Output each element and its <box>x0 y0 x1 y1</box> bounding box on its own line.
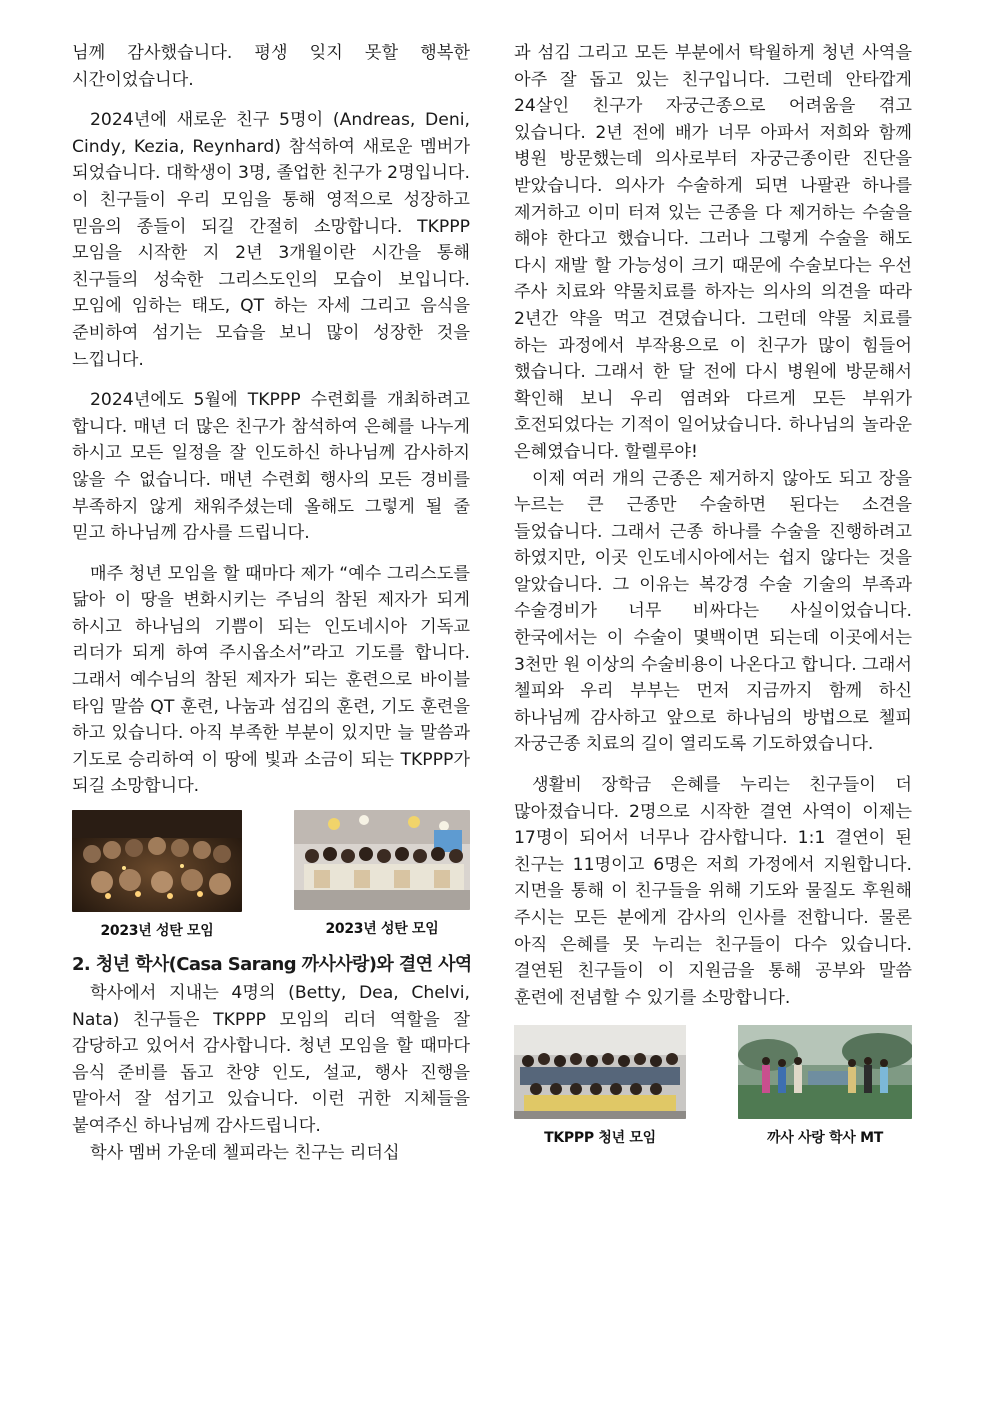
photo-christmas-1 <box>72 810 242 940</box>
left-column <box>72 40 470 1166</box>
paragraph-prayer: 매주 청년 모임을 할 때마다 제가 “예수 그리스도를 닮아 이 땅을 변화시키는 주님의 참된 제자가 되게 하시고 하나님의 기쁨이 되는 인도네시아 기독교 리더가 되게 하여 주시옵소서”라고 기도를 합니다. 그래서 예수님의 참된 제자가 되는 훈련으로 바이블 타임 말씀 QT 훈련, 나눔과 섬김의 훈련, 기도 훈련을 하고 있습니다. 아직 부족한 부분이 있지만 늘 말씀과 기도로 승리하여 이 땅에 빛과 소금이 되는 TKPPP가 되길 소망합니다. <box>72 563 470 797</box>
paragraph-retreat: 2024년에도 5월에 TKPPP 수련회를 개최하려고 합니다. 매년 더 많은 친구가 참석하여 은혜를 나누게 하시고 모든 일정을 잘 인도하신 하나님께 감사하지 않을 수 없습니다. 매년 수련회 행사의 모든 경비를 부족하지 않게 채워주셨는데 올해도 그렇게 될 줄 믿고 하나님께 감사를 드립니다. <box>72 390 470 544</box>
paragraph-chelvi-intro: 학사 멤버 가운데 첼피라는 친구는 리더십 <box>90 1142 400 1163</box>
paragraph-continued: 님께 감사했습니다. 평생 잊지 못할 행복한 시간이었습니다. <box>72 43 470 90</box>
paragraph-dormitory: 학사에서 지내는 4명의 (Betty, Dea, Chelvi, Nata) 친구들은 TKPPP 모임의 리더 역할을 잘 감당하고 있어서 감사합니다. 청년 모임을 할 때마다 음식 준비를 돕고 찬양 인도, 설교, 행사 진행을 맡아서 잘 섬기고 있습니다. 이런 귀한 지체들을 붙여주신 하나님께 감사드립니다. <box>72 983 470 1136</box>
photo-row-christmas <box>72 810 470 940</box>
photo-row-youth <box>514 1025 912 1147</box>
christmas-group-photo <box>294 810 470 910</box>
section-title: 2. 청년 학사(Casa Sarang 까사사랑)와 결연 사역 <box>72 954 472 976</box>
youth-meeting-photo <box>514 1025 686 1119</box>
photo-caption: 2023년 성탄 모임 <box>100 923 214 940</box>
photo-caption: 까사 사랑 학사 MT <box>767 1130 883 1147</box>
photo-dormitory-mt <box>738 1025 912 1147</box>
paragraph-scholarship: 생활비 장학금 은혜를 누리는 친구들이 더 많아졌습니다. 2명으로 시작한 결연 사역이 이제는 17명이 되어서 너무나 감사합니다. 1:1 결연이 된 친구는 11명이고 6명은 저희 가정에서 지원합니다. 지면을 통해 이 친구들을 위해 기도와 물질도 후원해 주시는 모든 분에게 감사의 인사를 전합니다. 물론 아직 은혜를 못 누리는 친구들이 다수 있습니다. 결연된 친구들이 이 지원금을 통해 공부와 말씀 훈련에 전념할 수 있기를 소망합니다. <box>514 775 912 1008</box>
christmas-candle-photo <box>72 810 242 912</box>
right-column <box>514 40 912 1147</box>
photo-christmas-2 <box>294 810 470 940</box>
photo-caption: TKPPP 청년 모임 <box>544 1130 656 1147</box>
paragraph-new-members: 2024년에 새로운 친구 5명이 (Andreas, Deni, Cindy, Kezia, Reynhard) 참석하여 새로운 멤버가 되었습니다. 대학생이 3명, 졸업한 친구가 2명입니다. 이 친구들이 우리 모임을 통해 영적으로 성장하고 믿음의 종들이 되길 간절히 소망합니다. TKPPP 모임을 시작한 지 2년 3개월이란 시간을 통해 친구들의 성숙한 그리스도인의 모습이 보입니다. 모임에 임하는 태도, QT 하는 자세 그리고 음식을 준비하여 섬기는 모습을 보니 많이 성장한 것을 느낍니다. <box>72 110 470 370</box>
photo-caption: 2023년 성탄 모임 <box>325 921 439 938</box>
photo-youth-meeting <box>514 1025 686 1147</box>
paragraph-chelvi-story: 과 섬김 그리고 모든 부분에서 탁월하게 청년 사역을 아주 잘 돕고 있는 친구입니다. 그런데 안타깝게 24살인 친구가 자궁근종으로 어려움을 겪고 있습니다. 2년 전에 배가 너무 아파서 저희와 함께 병원 방문했는데 의사로부터 자궁근종이란 진단을 받았습니다. 의사가 수술하게 되면 나팔관 하나를 제거하고 이미 터져 있는 근종을 다 제거하는 수술을 해야 한다고 했습니다. 그러나 그렇게 수술을 해도 다시 재발 할 가능성이 크기 때문에 수술보다는 우선 주사 치료와 약물치료를 하자는 의사의 의견을 따라 2년간 약을 먹고 견뎠습니다. 그런데 약물 치료를 하는 과정에서 부작용으로 이 친구가 많이 힘들어 했습니다. 그래서 한 달 전에 다시 병원에 방문해서 확인해 보니 우리 염려와 다르게 모든 부위가 호전되었다는 기적이 일어났습니다. 하나님의 놀라운 은혜였습니다. 할렐루야! <box>514 43 912 462</box>
dormitory-mt-photo <box>738 1025 912 1119</box>
paragraph-surgery: 이제 여러 개의 근종은 제거하지 않아도 되고 장을 누르는 큰 근종만 수술하면 된다는 소견을 들었습니다. 그래서 근종 하나를 수술을 진행하려고 하였지만, 이곳 인도네시아에서는 쉽지 않다는 것을 알았습니다. 그 이유는 복강경 수술 기술의 부족과 수술경비가 너무 비싸다는 사실이었습니다. 한국에서는 이 수술이 몇백이면 되는데 이곳에서는 3천만 원 이상의 수술비용이 나온다고 합니다. 그래서 첼피와 우리 부부는 먼저 지금까지 함께 하신 하나님께 감사하고 앞으로 하나님의 방법으로 첼피 자궁근종 치료의 길이 열리도록 기도하였습니다. <box>514 468 912 755</box>
